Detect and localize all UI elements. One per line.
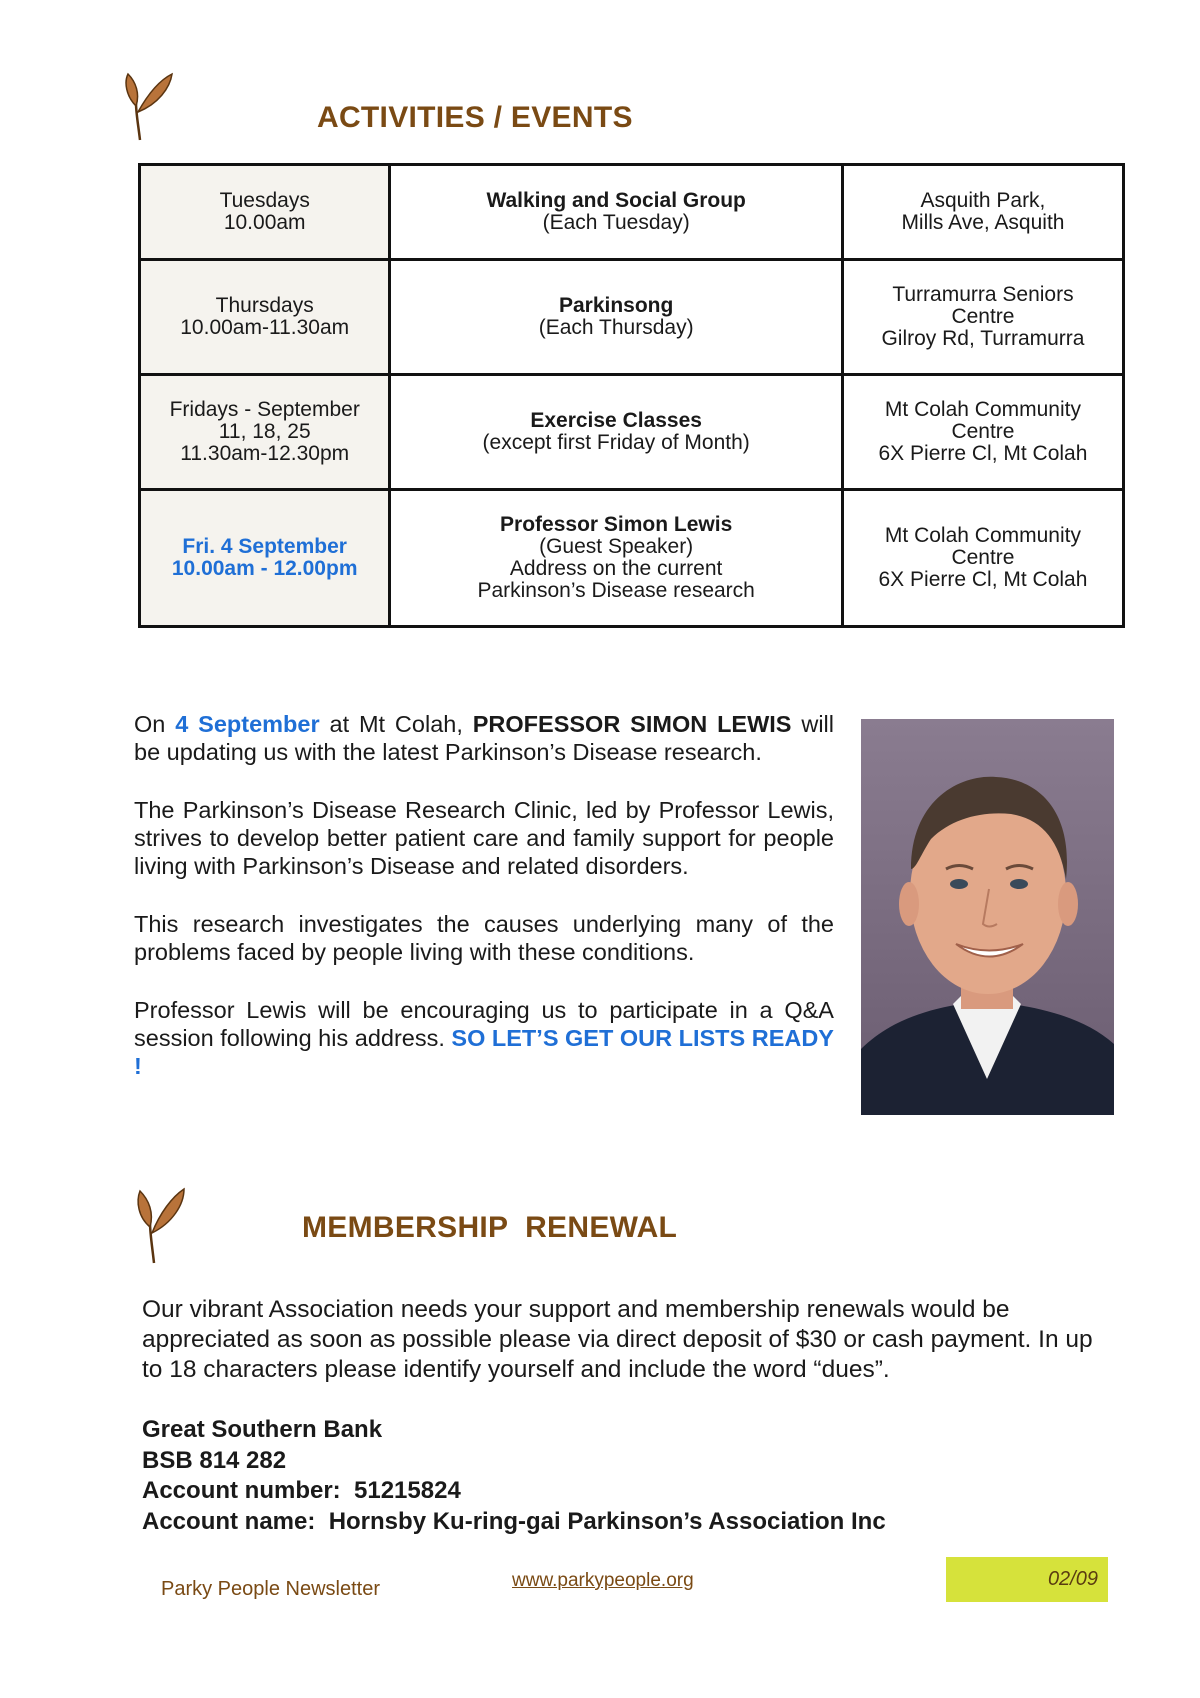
activities-heading: ACTIVITIES / EVENTS xyxy=(317,101,633,134)
event-when: Fridays - September 11, 18, 25 11.30am-12.30pm xyxy=(140,375,390,490)
event-what: Professor Simon Lewis (Guest Speaker) Address on the current Parkinson’s Disease research xyxy=(390,490,843,627)
bank-name: Great Southern Bank xyxy=(142,1416,383,1443)
newsletter-name: Parky People Newsletter xyxy=(161,1578,380,1600)
event-where: Mt Colah Community Centre 6X Pierre Cl, Mt Colah xyxy=(842,490,1123,627)
table-row xyxy=(140,490,1124,627)
article-paragraph: On 4 September at Mt Colah, PROFESSOR SIMON LEWIS will be updating us with the latest Parkinson’s Disease research. xyxy=(134,711,834,765)
speaker-article xyxy=(134,710,834,1080)
page-number-badge xyxy=(946,1557,1108,1602)
event-when: Thursdays 10.00am-11.30am xyxy=(140,260,390,375)
table-row xyxy=(140,375,1124,490)
events-table xyxy=(138,163,1125,628)
event-what: Walking and Social Group (Each Tuesday) xyxy=(390,165,843,260)
event-where: Asquith Park, Mills Ave, Asquith xyxy=(842,165,1123,260)
website-link[interactable]: www.parkypeople.org xyxy=(512,1570,694,1591)
sprout-icon xyxy=(130,1185,190,1265)
article-paragraph: The Parkinson’s Disease Research Clinic, led by Professor Lewis, strives to develop better patient care and family support for people living with Parkinson’s Disease and related disorders. xyxy=(134,797,834,879)
bank-details xyxy=(142,1415,886,1537)
membership-heading: MEMBERSHIP RENEWAL xyxy=(302,1211,678,1244)
event-when: Tuesdays 10.00am xyxy=(140,165,390,260)
event-where: Mt Colah Community Centre 6X Pierre Cl, Mt Colah xyxy=(842,375,1123,490)
event-when: Fri. 4 September 10.00am - 12.00pm xyxy=(140,490,390,627)
membership-body: Our vibrant Association needs your support and membership renewals would be appreciated as soon as possible please via direct deposit of $30 or cash payment. In up to 18 characters please identify yourself and include the word “dues”. xyxy=(142,1296,1093,1383)
bank-bsb: BSB 814 282 xyxy=(142,1446,287,1474)
article-paragraph: This research investigates the causes underlying many of the problems faced by people living with these conditions. xyxy=(134,911,834,965)
page-number: 02/09 xyxy=(1047,1568,1098,1590)
bank-account-number: Account number: 51215824 xyxy=(142,1477,461,1504)
event-what: Exercise Classes (except first Friday of Month) xyxy=(390,375,843,490)
bank-account-name: Account name: Hornsby Ku-ring-gai Parkinson’s Association Inc xyxy=(142,1507,886,1535)
article-paragraph: Professor Lewis will be encouraging us to participate in a Q&A session following his address. SO LET’S GET OUR LISTS READY ! xyxy=(134,997,834,1079)
sprout-icon xyxy=(118,68,178,143)
table-row xyxy=(140,260,1124,375)
table-row xyxy=(140,165,1124,260)
event-where: Turramurra Seniors Centre Gilroy Rd, Turramurra xyxy=(842,260,1123,375)
event-what: Parkinsong (Each Thursday) xyxy=(390,260,843,375)
speaker-photo xyxy=(861,719,1114,1115)
